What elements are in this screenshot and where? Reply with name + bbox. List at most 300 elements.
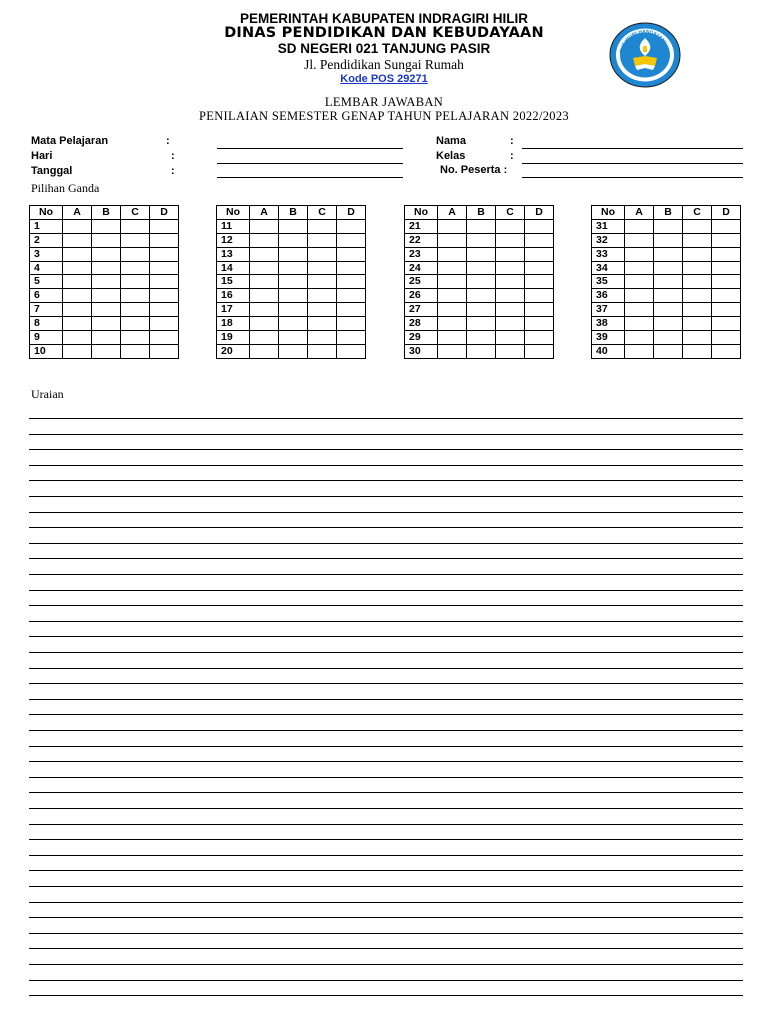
- answer-cell[interactable]: [683, 344, 712, 358]
- answer-cell[interactable]: [438, 344, 467, 358]
- header-option-1: B: [654, 206, 683, 220]
- essay-line[interactable]: [29, 496, 743, 497]
- answer-cell[interactable]: [121, 303, 150, 317]
- header-option-3: D: [712, 206, 741, 220]
- field-colon-class: :: [510, 150, 514, 162]
- answer-cell[interactable]: [683, 275, 712, 289]
- essay-label: Uraian: [31, 387, 64, 401]
- essay-line[interactable]: [29, 558, 743, 559]
- question-number: 3: [30, 247, 63, 261]
- essay-line[interactable]: [29, 527, 743, 528]
- essay-line[interactable]: [29, 839, 743, 840]
- answer-cell[interactable]: [121, 344, 150, 358]
- table-row: [30, 344, 179, 358]
- answer-cell[interactable]: [496, 219, 525, 233]
- table-row: [592, 317, 741, 331]
- answer-cell[interactable]: [337, 331, 366, 345]
- answer-cell[interactable]: [654, 331, 683, 345]
- answer-cell[interactable]: [438, 331, 467, 345]
- answer-table-4: [591, 205, 741, 359]
- question-number: 39: [592, 331, 625, 345]
- answer-cell[interactable]: [625, 233, 654, 247]
- essay-line[interactable]: [29, 683, 743, 684]
- essay-line[interactable]: [29, 434, 743, 435]
- answer-cell[interactable]: [279, 247, 308, 261]
- answer-cell[interactable]: [625, 303, 654, 317]
- question-number: 15: [217, 275, 250, 289]
- answer-cell[interactable]: [467, 247, 496, 261]
- answer-cell[interactable]: [63, 247, 92, 261]
- answer-cell[interactable]: [438, 275, 467, 289]
- answer-cell[interactable]: [150, 275, 179, 289]
- field-colon-day: :: [171, 150, 175, 162]
- field-line-name[interactable]: [522, 148, 743, 149]
- answer-cell[interactable]: [63, 317, 92, 331]
- field-line-subject[interactable]: [217, 148, 403, 149]
- answer-cell[interactable]: [337, 219, 366, 233]
- question-number: 29: [405, 331, 438, 345]
- header-option-2: C: [683, 206, 712, 220]
- question-number: 4: [30, 261, 63, 275]
- field-label-name: Nama: [436, 135, 466, 147]
- answer-cell[interactable]: [467, 261, 496, 275]
- question-number: 20: [217, 344, 250, 358]
- field-line-day[interactable]: [217, 163, 403, 164]
- question-number: 31: [592, 219, 625, 233]
- answer-cell[interactable]: [63, 344, 92, 358]
- answer-table-1: [29, 205, 179, 359]
- answer-cell[interactable]: [121, 275, 150, 289]
- answer-cell[interactable]: [712, 317, 741, 331]
- question-number: 24: [405, 261, 438, 275]
- assessment-title: PENILAIAN SEMESTER GENAP TAHUN PELAJARAN 2022/2023: [199, 109, 569, 123]
- field-line-date[interactable]: [217, 177, 403, 178]
- question-number: 18: [217, 317, 250, 331]
- table-row: [592, 261, 741, 275]
- question-number: 14: [217, 261, 250, 275]
- essay-line[interactable]: [29, 714, 743, 715]
- answer-cell[interactable]: [683, 331, 712, 345]
- answer-cell[interactable]: [525, 261, 554, 275]
- answer-cell[interactable]: [525, 275, 554, 289]
- answer-cell[interactable]: [525, 331, 554, 345]
- answer-cell[interactable]: [150, 317, 179, 331]
- answer-cell[interactable]: [250, 275, 279, 289]
- answer-cell[interactable]: [525, 317, 554, 331]
- answer-cell[interactable]: [712, 261, 741, 275]
- answer-cell[interactable]: [337, 303, 366, 317]
- header-department: DINAS PENDIDIKAN DAN KEBUDAYAAN: [224, 25, 544, 41]
- essay-line[interactable]: [29, 449, 743, 450]
- field-label-date: Tanggal: [31, 165, 73, 177]
- answer-cell[interactable]: [496, 233, 525, 247]
- answer-cell[interactable]: [496, 303, 525, 317]
- table-row: [405, 261, 554, 275]
- essay-line[interactable]: [29, 761, 743, 762]
- question-number: 17: [217, 303, 250, 317]
- answer-cell[interactable]: [337, 275, 366, 289]
- answer-cell[interactable]: [712, 233, 741, 247]
- answer-cell[interactable]: [525, 344, 554, 358]
- answer-cell[interactable]: [337, 317, 366, 331]
- answer-cell[interactable]: [654, 261, 683, 275]
- essay-line[interactable]: [29, 792, 743, 793]
- answer-cell[interactable]: [625, 219, 654, 233]
- answer-cell[interactable]: [525, 289, 554, 303]
- answer-cell[interactable]: [683, 219, 712, 233]
- table-row: [217, 344, 366, 358]
- answer-cell[interactable]: [683, 317, 712, 331]
- essay-line[interactable]: [29, 465, 743, 466]
- essay-line[interactable]: [29, 948, 743, 949]
- question-number: 10: [30, 344, 63, 358]
- answer-cell[interactable]: [121, 247, 150, 261]
- answer-cell[interactable]: [279, 275, 308, 289]
- answer-cell[interactable]: [683, 261, 712, 275]
- answer-cell[interactable]: [496, 317, 525, 331]
- answer-cell[interactable]: [438, 303, 467, 317]
- table-row: [405, 233, 554, 247]
- answer-cell[interactable]: [121, 331, 150, 345]
- answer-cell[interactable]: [150, 261, 179, 275]
- header-option-2: C: [308, 206, 337, 220]
- answer-cell[interactable]: [467, 275, 496, 289]
- answer-cell[interactable]: [63, 289, 92, 303]
- answer-cell[interactable]: [438, 317, 467, 331]
- answer-cell[interactable]: [712, 303, 741, 317]
- answer-cell[interactable]: [279, 261, 308, 275]
- answer-cell[interactable]: [496, 331, 525, 345]
- essay-line[interactable]: [29, 480, 743, 481]
- answer-cell[interactable]: [683, 247, 712, 261]
- answer-cell[interactable]: [308, 233, 337, 247]
- table-row: [30, 233, 179, 247]
- answer-cell[interactable]: [121, 233, 150, 247]
- answer-cell[interactable]: [150, 303, 179, 317]
- answer-cell[interactable]: [92, 289, 121, 303]
- table-row: [592, 303, 741, 317]
- essay-line[interactable]: [29, 870, 743, 871]
- answer-cell[interactable]: [308, 247, 337, 261]
- essay-line[interactable]: [29, 605, 743, 606]
- table-row: [217, 219, 366, 233]
- essay-line[interactable]: [29, 668, 743, 669]
- answer-cell[interactable]: [712, 275, 741, 289]
- question-number: 34: [592, 261, 625, 275]
- essay-line[interactable]: [29, 917, 743, 918]
- answer-cell[interactable]: [308, 317, 337, 331]
- answer-cell[interactable]: [654, 344, 683, 358]
- answer-cell[interactable]: [92, 247, 121, 261]
- header-option-2: C: [496, 206, 525, 220]
- essay-line[interactable]: [29, 824, 743, 825]
- answer-cell[interactable]: [712, 344, 741, 358]
- answer-cell[interactable]: [308, 261, 337, 275]
- answer-cell[interactable]: [92, 233, 121, 247]
- answer-cell[interactable]: [337, 233, 366, 247]
- answer-cell[interactable]: [279, 303, 308, 317]
- answer-cell[interactable]: [63, 331, 92, 345]
- question-number: 11: [217, 219, 250, 233]
- question-number: 37: [592, 303, 625, 317]
- table-row: [592, 275, 741, 289]
- table-row: [405, 247, 554, 261]
- answer-cell[interactable]: [63, 219, 92, 233]
- answer-cell[interactable]: [683, 233, 712, 247]
- essay-line[interactable]: [29, 574, 743, 575]
- answer-cell[interactable]: [250, 317, 279, 331]
- answer-table-header: [217, 206, 366, 220]
- answer-table-header: [405, 206, 554, 220]
- answer-cell[interactable]: [467, 317, 496, 331]
- question-number: 33: [592, 247, 625, 261]
- answer-cell[interactable]: [337, 247, 366, 261]
- answer-cell[interactable]: [279, 233, 308, 247]
- answer-cell[interactable]: [92, 275, 121, 289]
- answer-cell[interactable]: [92, 261, 121, 275]
- question-number: 26: [405, 289, 438, 303]
- svg-text:TUT WURI HANDAYANI: TUT WURI HANDAYANI: [619, 28, 668, 54]
- answer-cell[interactable]: [250, 219, 279, 233]
- question-number: 35: [592, 275, 625, 289]
- answer-cell[interactable]: [308, 275, 337, 289]
- answer-cell[interactable]: [654, 275, 683, 289]
- header-school: SD NEGERI 021 TANJUNG PASIR: [277, 41, 491, 56]
- question-number: 16: [217, 289, 250, 303]
- table-row: [592, 344, 741, 358]
- answer-cell[interactable]: [467, 219, 496, 233]
- question-number: 38: [592, 317, 625, 331]
- answer-cell[interactable]: [92, 331, 121, 345]
- answer-cell[interactable]: [121, 289, 150, 303]
- answer-cell[interactable]: [525, 247, 554, 261]
- table-row: [405, 344, 554, 358]
- answer-cell[interactable]: [150, 289, 179, 303]
- essay-line[interactable]: [29, 995, 743, 996]
- answer-cell[interactable]: [625, 261, 654, 275]
- answer-cell[interactable]: [438, 247, 467, 261]
- essay-line[interactable]: [29, 699, 743, 700]
- answer-cell[interactable]: [63, 303, 92, 317]
- question-number: 19: [217, 331, 250, 345]
- essay-line[interactable]: [29, 418, 743, 419]
- answer-cell[interactable]: [279, 219, 308, 233]
- answer-cell[interactable]: [625, 247, 654, 261]
- answer-table-header: [30, 206, 179, 220]
- header-option-1: B: [279, 206, 308, 220]
- table-row: [405, 219, 554, 233]
- essay-line[interactable]: [29, 964, 743, 965]
- answer-cell[interactable]: [250, 331, 279, 345]
- essay-line[interactable]: [29, 590, 743, 591]
- table-row: [405, 289, 554, 303]
- answer-cell[interactable]: [63, 275, 92, 289]
- essay-line[interactable]: [29, 808, 743, 809]
- question-number: 13: [217, 247, 250, 261]
- answer-cell[interactable]: [63, 261, 92, 275]
- field-colon-date: :: [171, 165, 175, 177]
- table-row: [217, 247, 366, 261]
- answer-table-header: [592, 206, 741, 220]
- header-no: No: [592, 206, 625, 220]
- field-label-day: Hari: [31, 150, 53, 162]
- answer-cell[interactable]: [337, 289, 366, 303]
- answer-cell[interactable]: [92, 219, 121, 233]
- field-label-participant-number: No. Peserta :: [440, 164, 508, 176]
- header-postal-code: Kode POS 29271: [340, 73, 428, 85]
- table-row: [592, 219, 741, 233]
- answer-cell[interactable]: [496, 247, 525, 261]
- essay-line[interactable]: [29, 512, 743, 513]
- answer-cell[interactable]: [438, 261, 467, 275]
- answer-cell[interactable]: [525, 233, 554, 247]
- answer-cell[interactable]: [121, 317, 150, 331]
- answer-cell[interactable]: [279, 331, 308, 345]
- answer-cell[interactable]: [150, 233, 179, 247]
- essay-line[interactable]: [29, 980, 743, 981]
- table-row: [592, 233, 741, 247]
- answer-sheet-title: LEMBAR JAWABAN: [324, 95, 444, 109]
- header-option-3: D: [337, 206, 366, 220]
- answer-cell[interactable]: [625, 275, 654, 289]
- answer-cell[interactable]: [438, 233, 467, 247]
- question-number: 40: [592, 344, 625, 358]
- essay-line[interactable]: [29, 730, 743, 731]
- answer-cell[interactable]: [150, 219, 179, 233]
- essay-line[interactable]: [29, 636, 743, 637]
- header-option-0: A: [625, 206, 654, 220]
- answer-cell[interactable]: [337, 344, 366, 358]
- question-number: 30: [405, 344, 438, 358]
- question-number: 6: [30, 289, 63, 303]
- header-option-3: D: [525, 206, 554, 220]
- answer-cell[interactable]: [279, 289, 308, 303]
- header-address: Jl. Pendidikan Sungai Rumah: [304, 57, 464, 72]
- answer-cell[interactable]: [308, 303, 337, 317]
- answer-cell[interactable]: [683, 303, 712, 317]
- answer-cell[interactable]: [654, 219, 683, 233]
- essay-line[interactable]: [29, 886, 743, 887]
- answer-cell[interactable]: [496, 275, 525, 289]
- answer-cell[interactable]: [712, 289, 741, 303]
- answer-cell[interactable]: [92, 317, 121, 331]
- answer-cell[interactable]: [250, 289, 279, 303]
- answer-cell[interactable]: [654, 233, 683, 247]
- answer-cell[interactable]: [308, 289, 337, 303]
- table-row: [217, 317, 366, 331]
- field-line-class[interactable]: [522, 163, 743, 164]
- answer-cell[interactable]: [63, 233, 92, 247]
- essay-line[interactable]: [29, 855, 743, 856]
- answer-cell[interactable]: [625, 331, 654, 345]
- field-label-class: Kelas: [436, 150, 466, 162]
- question-number: 2: [30, 233, 63, 247]
- answer-cell[interactable]: [496, 289, 525, 303]
- field-label-subject: Mata Pelajaran: [31, 135, 109, 147]
- answer-cell[interactable]: [438, 289, 467, 303]
- answer-cell[interactable]: [308, 344, 337, 358]
- answer-cell[interactable]: [525, 303, 554, 317]
- header-option-0: A: [250, 206, 279, 220]
- header-option-0: A: [438, 206, 467, 220]
- answer-cell[interactable]: [150, 344, 179, 358]
- answer-cell[interactable]: [496, 344, 525, 358]
- header-no: No: [30, 206, 63, 220]
- answer-cell[interactable]: [438, 219, 467, 233]
- answer-cell[interactable]: [92, 344, 121, 358]
- answer-cell[interactable]: [683, 289, 712, 303]
- answer-cell[interactable]: [92, 303, 121, 317]
- answer-cell[interactable]: [712, 219, 741, 233]
- answer-cell[interactable]: [467, 289, 496, 303]
- answer-cell[interactable]: [654, 303, 683, 317]
- table-row: [405, 275, 554, 289]
- answer-cell[interactable]: [250, 261, 279, 275]
- answer-cell[interactable]: [150, 331, 179, 345]
- header-option-2: C: [121, 206, 150, 220]
- field-colon-subject: :: [166, 135, 170, 147]
- answer-cell[interactable]: [279, 317, 308, 331]
- answer-cell[interactable]: [525, 219, 554, 233]
- essay-line[interactable]: [29, 933, 743, 934]
- answer-cell[interactable]: [121, 219, 150, 233]
- answer-cell[interactable]: [654, 317, 683, 331]
- answer-cell[interactable]: [250, 344, 279, 358]
- question-number: 9: [30, 331, 63, 345]
- answer-cell[interactable]: [712, 331, 741, 345]
- question-number: 36: [592, 289, 625, 303]
- question-number: 27: [405, 303, 438, 317]
- answer-cell[interactable]: [250, 233, 279, 247]
- answer-cell[interactable]: [654, 289, 683, 303]
- answer-cell[interactable]: [250, 247, 279, 261]
- answer-cell[interactable]: [279, 344, 308, 358]
- table-row: [30, 219, 179, 233]
- answer-cell[interactable]: [308, 331, 337, 345]
- table-row: [217, 331, 366, 345]
- essay-line[interactable]: [29, 902, 743, 903]
- answer-cell[interactable]: [654, 247, 683, 261]
- answer-cell[interactable]: [712, 247, 741, 261]
- essay-line[interactable]: [29, 543, 743, 544]
- answer-cell[interactable]: [121, 261, 150, 275]
- answer-cell[interactable]: [625, 289, 654, 303]
- question-number: 28: [405, 317, 438, 331]
- field-line-participant-number[interactable]: [522, 177, 743, 178]
- answer-cell[interactable]: [467, 233, 496, 247]
- answer-table-3: [404, 205, 554, 359]
- answer-cell[interactable]: [308, 219, 337, 233]
- answer-table-2: [216, 205, 366, 359]
- answer-cell[interactable]: [337, 261, 366, 275]
- answer-cell[interactable]: [467, 303, 496, 317]
- answer-cell[interactable]: [150, 247, 179, 261]
- answer-cell[interactable]: [467, 331, 496, 345]
- table-row: [30, 289, 179, 303]
- table-row: [592, 247, 741, 261]
- answer-cell[interactable]: [467, 344, 496, 358]
- multiple-choice-label: Pilihan Ganda: [31, 181, 100, 195]
- answer-cell[interactable]: [496, 261, 525, 275]
- essay-line[interactable]: [29, 777, 743, 778]
- question-number: 22: [405, 233, 438, 247]
- answer-cell[interactable]: [250, 303, 279, 317]
- essay-line[interactable]: [29, 746, 743, 747]
- answer-cell[interactable]: [625, 317, 654, 331]
- essay-line[interactable]: [29, 621, 743, 622]
- answer-cell[interactable]: [625, 344, 654, 358]
- essay-line[interactable]: [29, 652, 743, 653]
